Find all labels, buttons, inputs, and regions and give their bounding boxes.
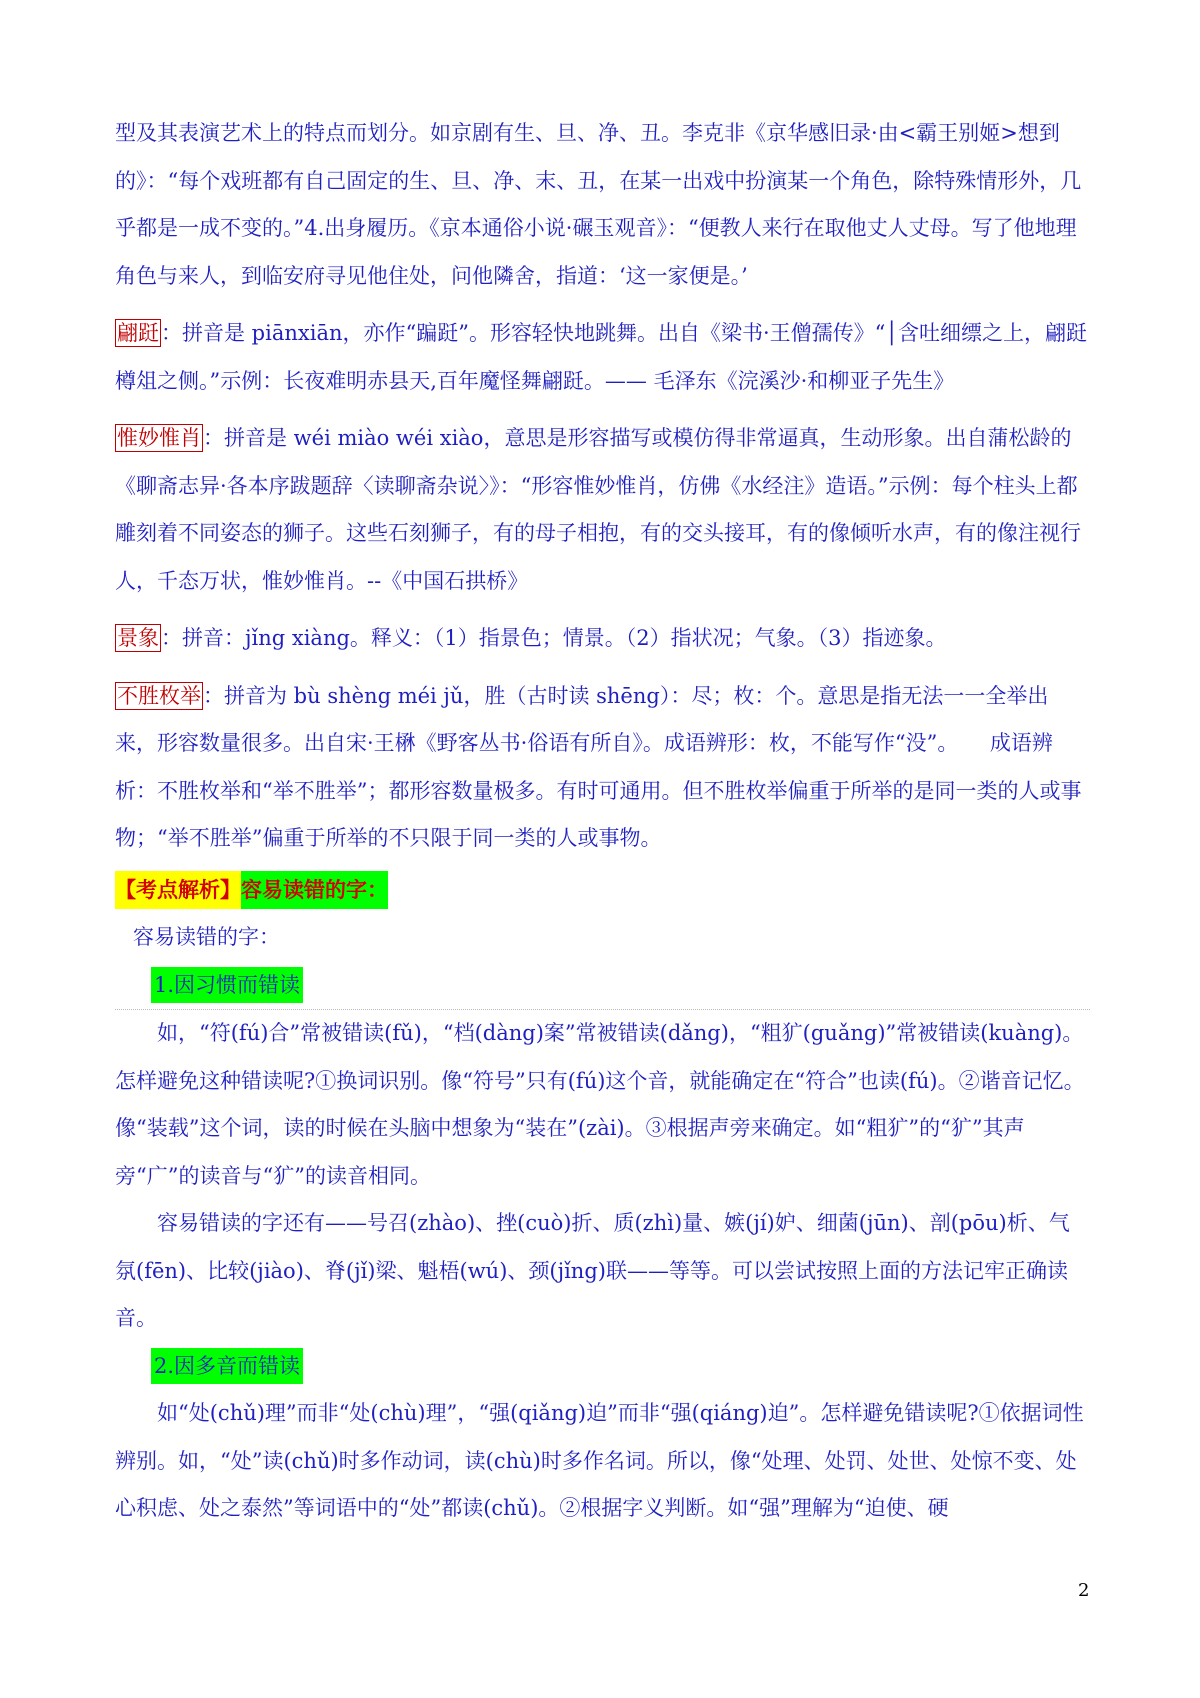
term-paragraph-bushengmeiju — [115, 673, 1090, 863]
sub2-paragraph: 如“处(chǔ)理”而非“处(chù)理”，“强(qiǎng)迫”而非“强(qiáng)迫”。怎样避免错读呢?①依据词性辨别。如，“处”读(chǔ)时多作动词，读(chù)时多作名词。所以，像“处理、处罚、处世、处惊不变、处心积虑、处之泰然”等词语中的“处”都读(chǔ)。②根据字义判断。如“强”理解为“迫使、硬 — [115, 1401, 1084, 1520]
term-box-pianxian: 翩跹 — [117, 321, 159, 345]
sub-heading-2-row — [115, 1343, 1090, 1391]
term-box-bushengmeiju: 不胜枚举 — [117, 683, 201, 708]
intro-paragraph: 型及其表演艺术上的特点而划分。如京剧有生、旦、净、丑。李克非《京华感旧录·由<霸王别姬>想到的》：“每个戏班都有自己固定的生、旦、净、末、丑，在某一出戏中扮演某一个角色，除特殊情形外，几乎都是一成不变的。”4.出身履历。《京本通俗小说·碾玉观音》：“便教人来行在取他丈人丈母。写了他地理角色与来人，到临安府寻见他住处，问他隣舍，指道：‘这一家便是。’ — [115, 121, 1082, 288]
sub1-paragraph-a: 如，“符(fú)合”常被错读(fǔ)，“档(dàng)案”常被错读(dǎng)，“粗犷(guǎng)”常被错读(kuàng)。怎样避免这种错读呢?①换词识别。像“符号”只有(fú)这个音，就能确定在“符合”也读(fú)。②谐音记忆。像“装载”这个词，读的时候在头脑中想象为“装在”(zài)。③根据声旁来确定。如“粗犷”的“犷”其声旁“广”的读音与“犷”的读音相同。 — [115, 1009, 1090, 1200]
sub-heading-1-row — [115, 962, 1090, 1010]
term-definition-pianxian: ：拼音是 piānxiān，亦作“蹁跹”。形容轻快地跳舞。出自《梁书·王僧孺传》“│含吐细缥之上，翩跹樽俎之侧。”示例：长夜难明赤县天,百年魔怪舞翩跹。—— 毛泽东《浣溪沙·和柳亚子先生》 — [115, 321, 1088, 393]
section-heading-tag: 【考点解析】 — [115, 871, 241, 909]
section-intro: 容易读错的字： — [133, 925, 280, 949]
sub1-paragraph-b: 容易错读的字还有——号召(zhào)、挫(cuò)折、质(zhì)量、嫉(jí)妒、细菌(jūn)、剖(pōu)析、气氛(fēn)、比较(jiào)、脊(jǐ)梁、魁梧(wú)、颈(jǐng)联——等等。可以尝试按照上面的方法记牢正确读音。 — [115, 1211, 1070, 1330]
term-definition-bushengmeiju: ：拼音为 bù shèng méi jǔ，胜（古时读 shēng）：尽；枚：个。意思是指无法一一全举出来，形容数量很多。出自宋·王楙《野客丛书·俗语有所自》。成语辨形：枚，不能写作“没”。 成语辨析：不胜枚举和“举不胜举”；都形容数量极多。有时可通用。但不胜枚举偏重于所举的是同一类的人或事物；“举不胜举”偏重于所举的不只限于同一类的人或事物。 — [115, 683, 1082, 850]
sub-heading-1: 1.因习惯而错读 — [151, 967, 303, 1003]
term-paragraph-pianxian — [115, 310, 1090, 405]
term-paragraph-jingxiang — [115, 615, 1090, 663]
term-box-jingxiang: 景象 — [117, 626, 159, 650]
term-paragraph-weimiaoweixiao — [115, 415, 1090, 605]
term-box-weimiaoweixiao: 惟妙惟肖 — [117, 426, 201, 450]
section-heading-title: 容易读错的字： — [241, 871, 388, 909]
document-body — [115, 110, 1090, 1533]
sub-heading-2: 2.因多音而错读 — [151, 1348, 303, 1384]
section-heading — [115, 867, 1090, 915]
term-definition-weimiaoweixiao: ：拼音是 wéi miào wéi xiào，意思是形容描写或模仿得非常逼真，生动形象。出自蒲松龄的《聊斋志异·各本序跋题辞〈读聊斋杂说〉》：“形容惟妙惟肖，仿佛《水经注》造语。”示例：每个柱头上都雕刻着不同姿态的狮子。这些石刻狮子，有的母子相抱，有的交头接耳，有的像倾听水声，有的像注视行人，千态万状，惟妙惟肖。--《中国石拱桥》 — [115, 426, 1081, 593]
page-number: 2 — [1078, 1580, 1090, 1601]
term-definition-jingxiang: ：拼音：jǐng xiàng。释义：（1）指景色；情景。（2）指状况；气象。（3）指迹象。 — [161, 626, 947, 650]
